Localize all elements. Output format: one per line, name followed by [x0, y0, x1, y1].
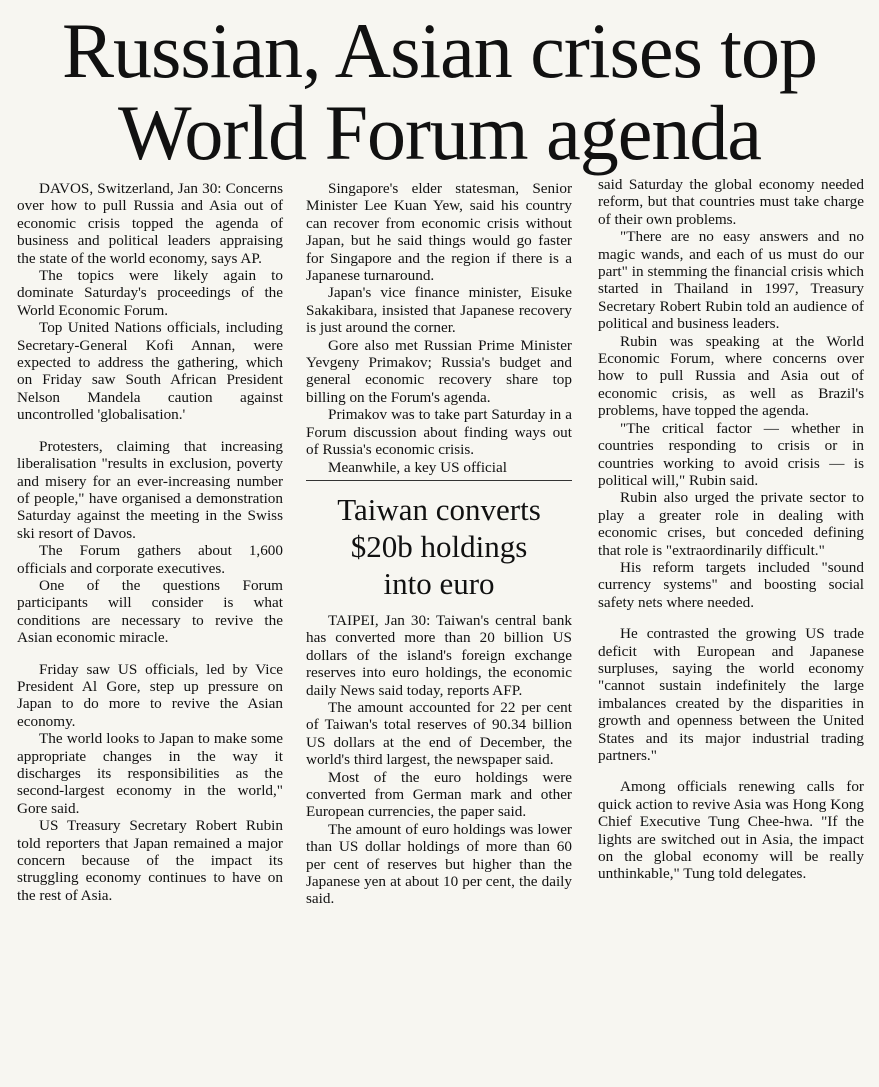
paragraph: Rubin also urged the private sector to play a greater role in dealing with economic crises, but conceded defining that role is "extraordinarily difficult." — [598, 489, 864, 559]
paragraph: Japan's vice finance minister, Eisuke Sakakibara, insisted that Japanese recovery is just around the corner. — [306, 284, 572, 337]
paragraph: "The critical factor — whether in countries responding to crisis or in countries working to avoid crisis — is political will," Rubin said. — [598, 419, 864, 489]
subheadline — [306, 491, 572, 602]
paragraph: One of the questions Forum participants will consider is what conditions are necessary to revive the Asian economic miracle. — [17, 576, 283, 647]
paragraph: TAIPEI, Jan 30: Taiwan's central bank has converted more than 20 billion US dollars of the island's foreign exchange reserves into euro holdings, the economic daily News said today, reports AFP. — [306, 611, 572, 699]
paragraph: Primakov was to take part Saturday in a Forum discussion about finding ways out of Russia's economic crisis. — [306, 406, 572, 459]
headline — [0, 7, 879, 176]
paragraph: The Forum gathers about 1,600 officials and corporate executives. — [17, 542, 283, 577]
divider — [306, 480, 572, 481]
paragraph: "There are no easy answers and no magic wands, and each of us must do our part" in stemming the financial crisis which started in Thailand in 1997, Treasury Secretary Robert Rubin told an audience of political and business leaders. — [598, 228, 864, 333]
paragraph: His reform targets included "sound currency systems" and boosting social safety nets where needed. — [598, 558, 864, 611]
paragraph: US Treasury Secretary Robert Rubin told reporters that Japan remained a major concern because of the impact its struggling economy continues to have on the rest of Asia. — [17, 817, 283, 904]
paragraph: Protesters, claiming that increasing liberalisation "results in exclusion, poverty and misery for an ever-increasing number of people," have organised a demonstration Saturday against the meeting in the Swiss ski resort of Davos. — [17, 437, 283, 542]
paragraph: The world looks to Japan to make some appropriate changes in the way it discharges its responsibilities as the second-largest economy in the world," Gore said. — [17, 730, 283, 817]
paragraph: Top United Nations officials, including Secretary-General Kofi Annan, were expected to address the gathering, which on Friday saw South African President Nelson Mandela caution against uncontrolled 'globalisation.' — [17, 319, 283, 424]
paragraph: DAVOS, Switzerland, Jan 30: Concerns over how to pull Russia and Asia out of economic crisis topped the agenda of business and political leaders appraising the state of the world economy, says AP. — [17, 180, 283, 267]
subheadline-line-2: $20b holdings — [350, 528, 528, 564]
paragraph: Among officials renewing calls for quick action to revive Asia was Hong Kong Chief Executive Tung Chee-hwa. "If the lights are switched out in Asia, the impact on the global economy will be really unthinkable," Tung told delegates. — [598, 778, 864, 883]
paragraph: Friday saw US officials, led by Vice President Al Gore, step up pressure on Japan to do more to revive the Asian economy. — [17, 660, 283, 730]
paragraph: The amount accounted for 22 per cent of Taiwan's total reserves of 90.34 billion US dollars at the end of December, the world's third largest, the newspaper said. — [306, 698, 572, 769]
paragraph: Singapore's elder statesman, Senior Minister Lee Kuan Yew, said his country can recover from economic crisis without Japan, but he said things would go faster for Singapore and the region if there is a Japanese turnaround. — [306, 180, 572, 285]
headline-line-2: World Forum agenda — [118, 89, 761, 176]
paragraph: He contrasted the growing US trade deficit with European and Japanese surpluses, saying the world economy "cannot sustain indefinitely the large imbalances created by the disparities in growth and openness between the United States and its major industrial trading partners." — [598, 625, 864, 764]
paragraph: The topics were likely again to dominate Saturday's proceedings of the World Economic Forum. — [17, 267, 283, 319]
paragraph: Meanwhile, a key US official — [328, 458, 507, 476]
paragraph: The amount of euro holdings was lower than US dollar holdings of more than 60 per cent of reserves but higher than the Japanese yen at about 10 per cent, the daily said. — [306, 820, 572, 908]
paragraph: Most of the euro holdings were converted from German mark and other European currencies, the paper said. — [306, 768, 572, 821]
paragraph: Gore also met Russian Prime Minister Yevgeny Primakov; Russia's budget and general economic recovery share top billing on the Forum's agenda. — [306, 336, 572, 406]
subheadline-line-3: into euro — [383, 565, 495, 601]
article-column-1 — [17, 180, 283, 904]
article-column-3 — [598, 176, 864, 883]
article-column-2 — [306, 180, 572, 908]
subheadline-line-1: Taiwan converts — [337, 491, 541, 527]
paragraph: said Saturday the global economy needed reform, but that countries must take charge of their own problems. — [598, 176, 864, 228]
headline-line-1: Russian, Asian crises top — [62, 7, 817, 94]
paragraph: Rubin was speaking at the World Economic Forum, where concerns over how to pull Russia and Asia out of economic crisis, as well as Brazil's problems, have topped the agenda. — [598, 332, 864, 420]
